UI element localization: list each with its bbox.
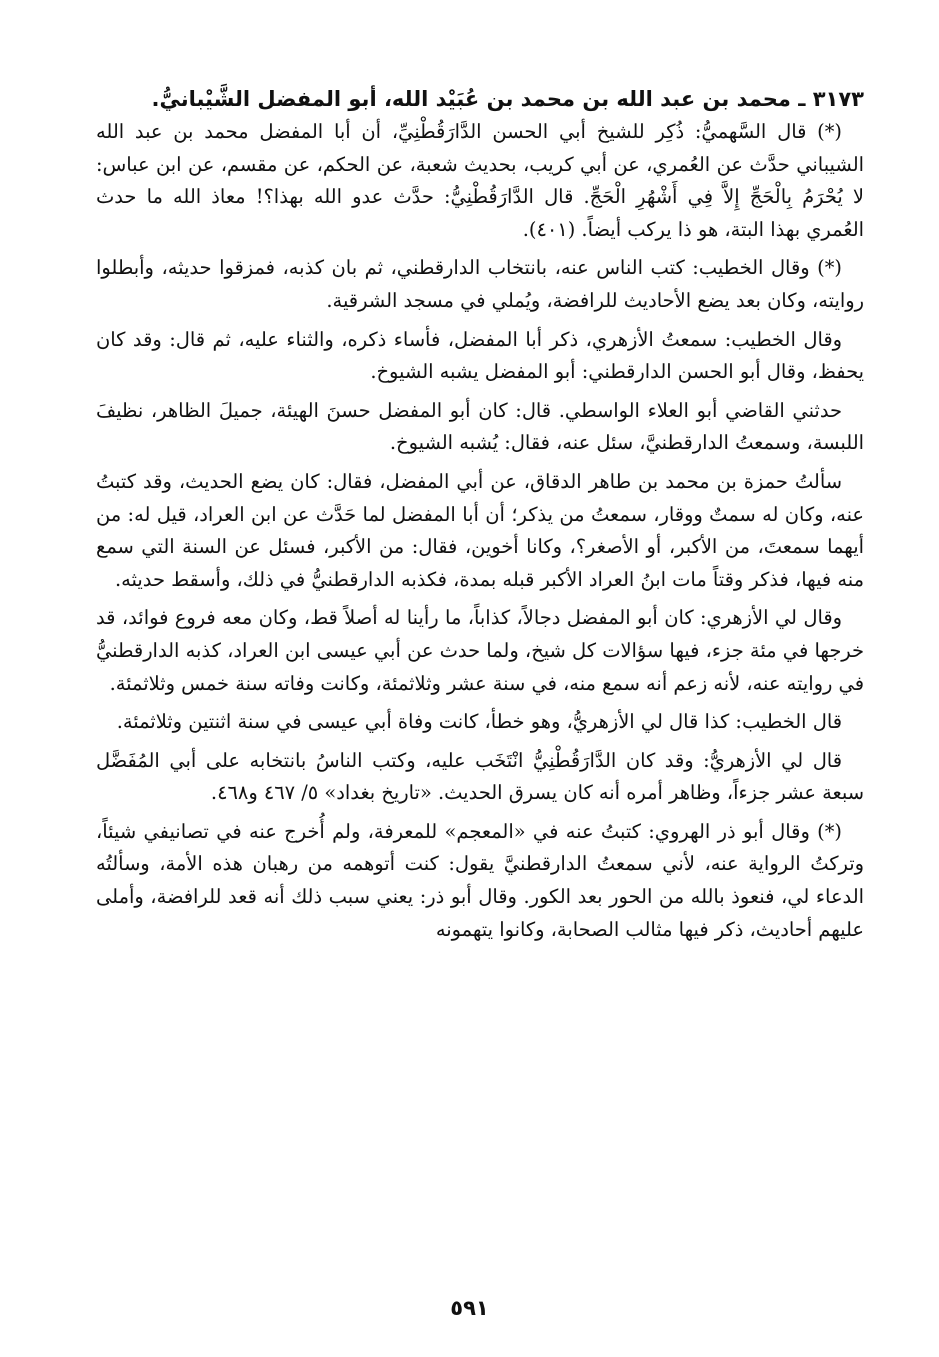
paragraph-azhari-1: وقال لي الأزهري: كان أبو المفضل دجالاً، كذاباً، ما رأينا له أصلاً قط، وكان معه فروع فوائد، قد خرجها في مئة جزء، فيها سؤالات كل شيخ، ولما حدث عن أبي عيسى ابن العراد، كذبه الدارقطنيُّ في روايته عنه، لأنه زعم أنه سمع منه، في سنة عشر وثلاثمئة، وكانت وفاته سنة خمس وثلاثمئة. <box>96 606 864 695</box>
page-number: ٥٩١ <box>450 1296 489 1320</box>
paragraph-wasiti: حدثني القاضي أبو العلاء الواسطي. قال: كان أبو المفضل حسنَ الهيئة، جميلَ الظاهر، نظيفَ اللبسة، وسمعتُ الدارقطنيَّ، سئل عنه، فقال: يُشبه الشيوخ. <box>96 398 864 455</box>
page-content <box>96 82 864 952</box>
paragraph-khatib-3: قال الخطيب: كذا قال لي الأزهريُّ، وهو خطأ، كانت وفاة أبي عيسى في سنة اثنتين وثلاثمئة. <box>116 710 842 734</box>
paragraph-khatib-1: (*) وقال الخطيب: كتب الناس عنه، بانتخاب الدارقطني، ثم بان كذبه، فمزقوا حديثه، وأبطلوا روايته، وكان بعد يضع الأحاديث للرافضة، ويُملي في مسجد الشرقية. <box>96 256 864 312</box>
paragraph-hamza: سألتُ حمزة بن محمد بن طاهر الدقاق، عن أبي المفضل، فقال: كان يضع الحديث، وقد كتبتُ عنه، وكان له سمتٌ ووقار، سمعتُ من يذكر؛ أن أبا المفضل لما حَدَّث عن ابن العراد، قيل له: من أيهما سمعتَ، من الأكبر، أو الأصغر؟، وكانا أخوين، فقال: من الأكبر، فسئل عن السنة التي سمع منه فيها، فذكر وقتاً مات ابنُ العراد الأكبر قبله بمدة، فكذبه الدارقطنيُّ في ذلك، وأسقط حديثه. <box>96 469 864 591</box>
paragraph-abu-dhar: (*) وقال أبو ذر الهروي: كتبتُ عنه في «المعجم» للمعرفة، ولم أُخرج عنه في تصانيفي شيئاً، وتركتُ الرواية عنه، لأني سمعتُ الدارقطنيَّ يقول: كنت أتوهمه من رهبان هذه الأمة، وسألتُه الدعاء لي، فنعوذ بالله من الحور بعد الكور. وقال أبو ذر: يعني سبب ذلك أنه قعد للرافضة، وأملى عليهم أحاديث، ذكر فيها مثالب الصحابة، وكانوا يتهمونه <box>96 819 864 941</box>
entry-title: ٣١٧٣ ـ محمد بن عبد الله بن محمد بن عُبَيْد الله، أبو المفضل الشَّيْبانيُّ. <box>151 87 864 111</box>
paragraph-azhari-2: قال لي الأزهريُّ: وقد كان الدَّارَقُطْنِيُّ انْتَخَب عليه، وكتب الناسُ بانتخابه على أبي المُفَضَّل سبعة عشر جزءاً، وظاهر أمره أنه كان يسرق الحديث. «تاريخ بغداد» ٥/ ٤٦٧ و٤٦٨. <box>96 748 864 805</box>
paragraph-sahmi: (*) قال السَّهميُّ: ذُكِر للشيخ أبي الحسن الدَّارَقُطْنِيِّ، أن أبا المفضل محمد بن عبد الله الشيباني حدَّث عن العُمري، عن أبي كريب، بحديث شعبة، عن الحكم، عن مقسم، عن ابن عباس: لا يُحْرَمُ بِالْحَجِّ إِلاَّ فِي أَشْهُرِ الْحَجِّ. قال الدَّارَقُطْنِيُّ: حدَّث عدو الله بهذا؟! معاذ الله ما حدث العُمري بهذا البتة، هو ذا يركب أيضاً. (٤٠١). <box>96 120 864 241</box>
paragraph-khatib-2: وقال الخطيب: سمعتُ الأزهري، ذكر أبا المفضل، فأساء ذكره، والثناء عليه، ثم قال: وقد كان يحفظ، وقال أبو الحسن الدارقطني: أبو المفضل يشبه الشيوخ. <box>96 327 864 384</box>
